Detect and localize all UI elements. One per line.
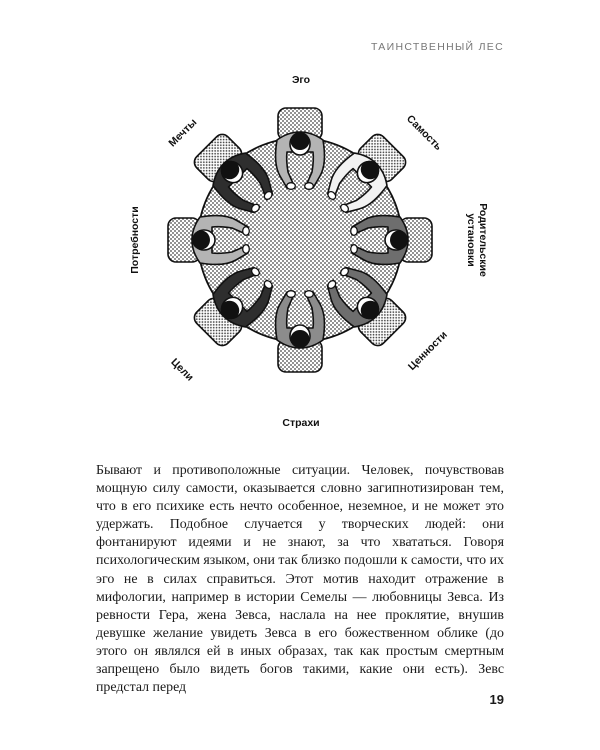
label-dreams: Мечты: [166, 116, 200, 150]
label-fears: Страхи: [282, 417, 320, 429]
round-table-figure: [100, 62, 500, 442]
label-goals: Цели: [168, 356, 196, 384]
label-values: Ценности: [405, 328, 450, 373]
body-paragraph: Бывают и противоположные ситуации. Человек, почувствовав мощную силу самости, оказывается словно загипнотизирован тем, что в его психике есть нечто особенное, неземное, и не может это удержать. Подобное случается у творческих людей: они фонтанируют идеями и не знают, за что хвататься. Говоря психологическим языком, они так близко подошли к самости, что их эго не в силах справиться. Этот мотив находит отражение в мифологии, например в истории Семелы — любовницы Зевса. Из ревности Гера, жена Зевса, наслала на нее проклятие, внушив девушке желание увидеть Зевса в его божественном облике (до этого он являлся ей в иных образах, так как простым смертным запрещено было видеть богов такими, какие они есть). Зевс предстал перед: [96, 463, 504, 696]
label-ego: Эго: [291, 74, 311, 86]
label-parental-2: установки: [465, 213, 477, 267]
label-parental-1: Родительские: [477, 203, 489, 277]
running-head: ТАИНСТВЕННЫЙ ЛЕС: [370, 41, 504, 53]
label-needs: Потребности: [129, 206, 141, 274]
page-number: 19: [489, 692, 504, 707]
label-self: Самость: [404, 112, 445, 153]
